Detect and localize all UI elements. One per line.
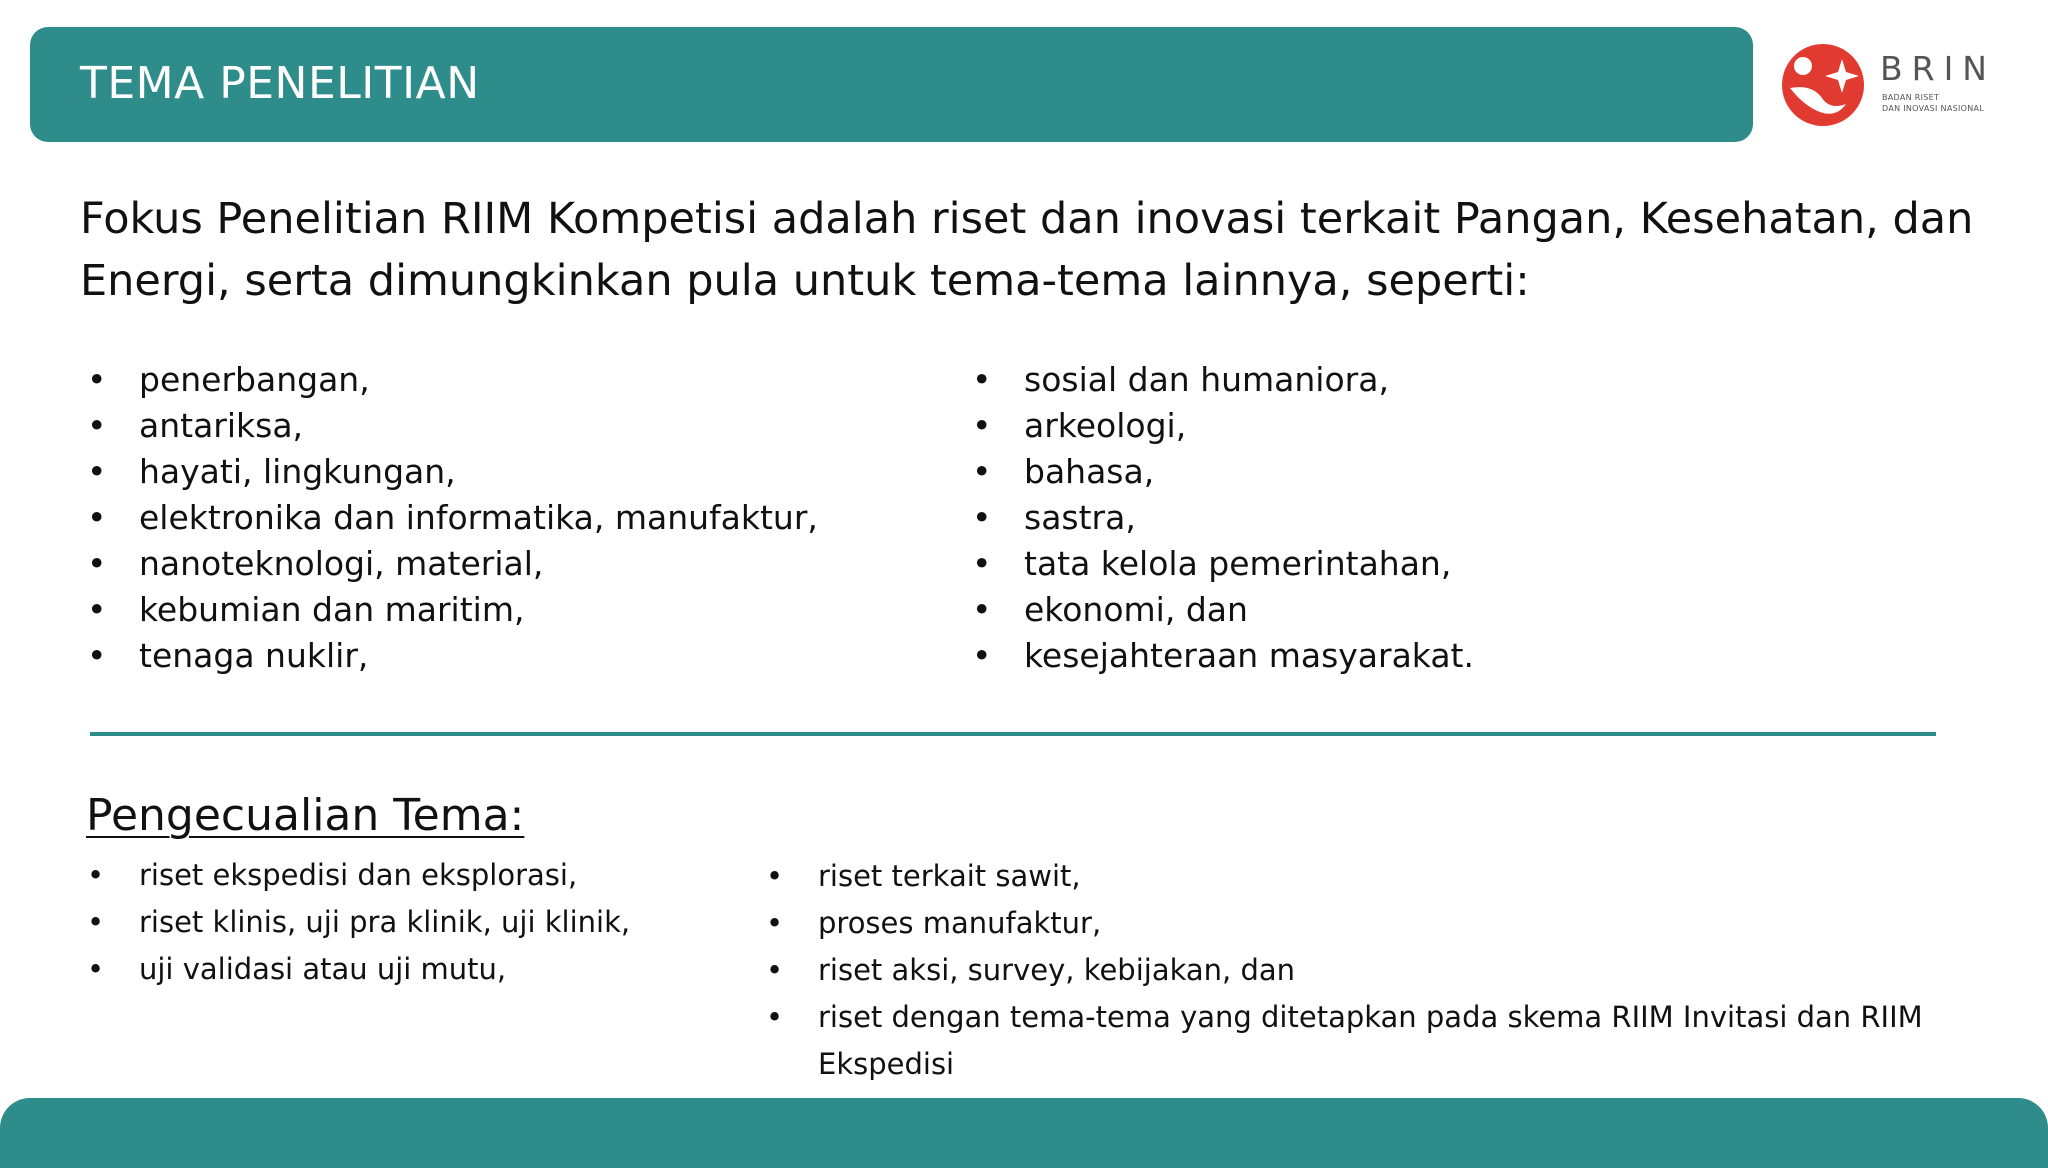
- exclusions-title: Pengecualian Tema:: [86, 790, 525, 841]
- section-divider: [90, 732, 1936, 736]
- bullet-icon: •: [87, 360, 107, 399]
- list-item: [763, 900, 2018, 947]
- list-item-label: tata kelola pemerintahan,: [1024, 544, 1452, 583]
- list-item-label: ekonomi, dan: [1024, 590, 1248, 629]
- exclusions-list-left: [84, 852, 630, 993]
- bullet-icon: •: [87, 905, 105, 939]
- list-item: [84, 633, 818, 679]
- list-item: [84, 946, 630, 993]
- list-item: [969, 633, 1474, 679]
- brin-logo-icon: [1780, 42, 1866, 128]
- list-item: [969, 541, 1474, 587]
- list-item-label: riset aksi, survey, kebijakan, dan: [818, 953, 1296, 987]
- bullet-icon: •: [972, 590, 992, 629]
- list-item: [969, 587, 1474, 633]
- bullet-icon: •: [972, 544, 992, 583]
- intro-paragraph: Fokus Penelitian RIIM Kompetisi adalah riset dan inovasi terkait Pangan, Kesehatan, dan Energi, serta dimungkinkan pula untuk tema-tema lainnya, seperti:: [80, 194, 1974, 306]
- list-item-label: bahasa,: [1024, 452, 1155, 491]
- list-item: [969, 357, 1474, 403]
- list-item: [969, 495, 1474, 541]
- list-item: [84, 852, 630, 899]
- header-bar: [30, 27, 1753, 142]
- bullet-icon: •: [972, 360, 992, 399]
- bullet-icon: •: [87, 544, 107, 583]
- bullet-icon: •: [87, 590, 107, 629]
- list-item-label: nanoteknologi, material,: [139, 544, 544, 583]
- list-item: [84, 403, 818, 449]
- list-item: [84, 899, 630, 946]
- bullet-icon: •: [972, 452, 992, 491]
- list-item-label: riset klinis, uji pra klinik, uji klinik,: [139, 905, 631, 939]
- list-item-label: tenaga nuklir,: [139, 636, 369, 675]
- list-item-label: elektronika dan informatika, manufaktur,: [139, 498, 818, 537]
- list-item-label: uji validasi atau uji mutu,: [139, 952, 507, 986]
- list-item: [84, 449, 818, 495]
- bullet-icon: •: [972, 406, 992, 445]
- list-item-label: kebumian dan maritim,: [139, 590, 525, 629]
- brin-logo: [1780, 42, 2010, 132]
- bullet-icon: •: [972, 636, 992, 675]
- bullet-icon: •: [87, 952, 105, 986]
- bullet-icon: •: [766, 1000, 784, 1034]
- list-item: [763, 853, 2018, 900]
- list-item: [84, 587, 818, 633]
- bullet-icon: •: [87, 858, 105, 892]
- list-item: [84, 357, 818, 403]
- logo-wordmark: BRIN: [1880, 49, 1996, 88]
- list-item-label: sosial dan humaniora,: [1024, 360, 1389, 399]
- topics-list-left: [84, 357, 818, 679]
- bullet-icon: •: [87, 452, 107, 491]
- list-item: [969, 403, 1474, 449]
- bullet-icon: •: [766, 859, 784, 893]
- list-item-label: riset dengan tema-tema yang ditetapkan pada skema RIIM Invitasi dan RIIM Ekspedisi: [818, 1000, 1923, 1081]
- list-item-label: penerbangan,: [139, 360, 370, 399]
- bullet-icon: •: [766, 953, 784, 987]
- topics-list-right: [969, 357, 1474, 679]
- footer-bar: [0, 1098, 2048, 1168]
- bullet-icon: •: [87, 406, 107, 445]
- logo-subtitle-line-2: DAN INOVASI NASIONAL: [1882, 104, 1985, 113]
- list-item-label: hayati, lingkungan,: [139, 452, 456, 491]
- bullet-icon: •: [766, 906, 784, 940]
- list-item-label: antariksa,: [139, 406, 304, 445]
- list-item: [969, 449, 1474, 495]
- list-item-label: riset ekspedisi dan eksplorasi,: [139, 858, 578, 892]
- page-title: TEMA PENELITIAN: [80, 58, 480, 109]
- bullet-icon: •: [87, 498, 107, 537]
- list-item: [84, 541, 818, 587]
- list-item-label: riset terkait sawit,: [818, 859, 1081, 893]
- list-item-label: kesejahteraan masyarakat.: [1024, 636, 1474, 675]
- list-item: [763, 947, 2018, 994]
- bullet-icon: •: [87, 636, 107, 675]
- list-item: [84, 495, 818, 541]
- list-item-label: sastra,: [1024, 498, 1136, 537]
- exclusions-list-right: [763, 853, 2018, 1088]
- list-item: [763, 994, 2018, 1088]
- list-item-label: arkeologi,: [1024, 406, 1187, 445]
- list-item-label: proses manufaktur,: [818, 906, 1102, 940]
- bullet-icon: •: [972, 498, 992, 537]
- logo-subtitle-line-1: BADAN RISET: [1882, 93, 1940, 102]
